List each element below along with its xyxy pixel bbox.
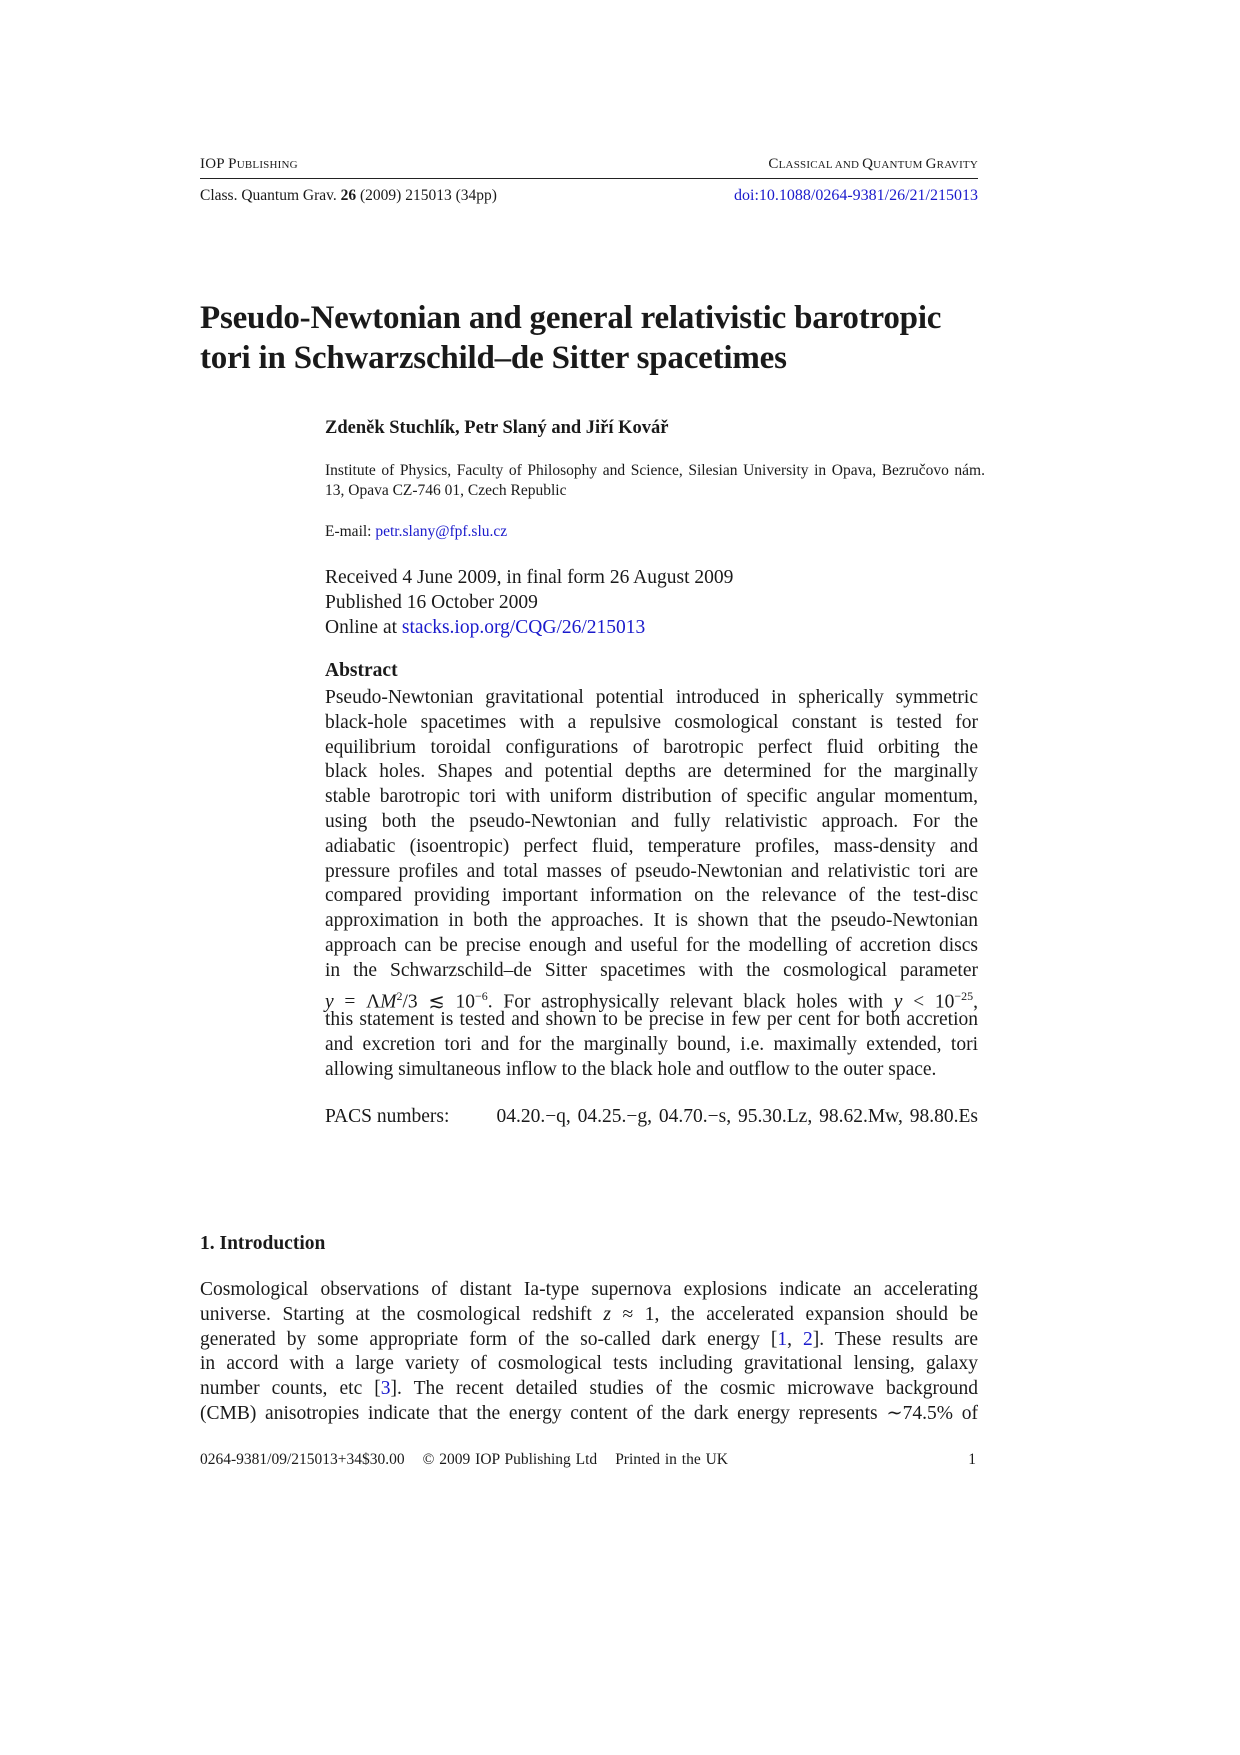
section-heading: 1. Introduction — [200, 1233, 326, 1254]
abstract-math-line: $y = \Lambda M^2/3$ ≲ $10^{-6}$. For astrophysically relevant black holes with $y < 10^{-25}$, — [325, 988, 979, 1013]
paper-title — [200, 298, 990, 378]
title-line-2: tori in Schwarzschild–de Sitter spacetimes — [200, 340, 787, 376]
abstract-line: pressure profiles and total masses of pseudo-Newtonian and relativistic tori are — [325, 860, 978, 882]
publisher-name: IOP PUBLISHING — [200, 156, 298, 172]
abstract-line: black holes. Shapes and potential depths are determined for the marginally — [325, 761, 978, 783]
published-date: Published 16 October 2009 — [325, 592, 538, 613]
reference-link-2[interactable]: 2 — [802, 1328, 813, 1350]
pacs-numbers — [325, 1106, 978, 1128]
abstract-line: stable barotropic tori with uniform distribution of specific angular momentum, — [325, 786, 978, 808]
intro-line: number counts, etc [3]. The recent detailed studies of the cosmic microwave background — [200, 1378, 979, 1400]
intro-line: generated by some appropriate form of the so-called dark energy [1, 2]. These results are — [200, 1328, 979, 1350]
journal-citation: Class. Quantum Grav. 26 (2009) 215013 (34pp) — [200, 187, 497, 204]
reference-link-1[interactable]: 1 — [777, 1328, 788, 1350]
introduction-body — [200, 1278, 978, 1427]
abstract-line: equilibrium toroidal configurations of barotropic perfect fluid orbiting the — [325, 736, 978, 758]
publication-dates — [325, 565, 733, 640]
abstract-line: adiabatic (isoentropic) perfect fluid, temperature profiles, mass-density and — [325, 835, 978, 857]
reference-link-3[interactable]: 3 — [380, 1378, 391, 1400]
abstract-line: this statement is tested and shown to be precise in few per cent for both accretion — [325, 1009, 978, 1031]
received-date: Received 4 June 2009, in final form 26 August 2009 — [325, 567, 734, 588]
abstract-line: in the Schwarzschild–de Sitter spacetimes with the cosmological parameter — [325, 959, 978, 981]
abstract-body — [325, 686, 978, 1083]
abstract-line: Pseudo-Newtonian gravitational potential introduced in spherically symmetric — [325, 687, 978, 708]
email-link[interactable]: petr.slany@fpf.slu.cz — [375, 523, 508, 540]
page-number: 1 — [968, 1451, 976, 1468]
online-line: Online at stacks.iop.org/CQG/26/215013 — [325, 617, 646, 638]
pacs-label: PACS numbers: — [325, 1106, 450, 1127]
abstract-line: allowing simultaneous inflow to the black hole and outflow to the outer space. — [325, 1058, 937, 1080]
abstract-line: compared providing important information on the relevance of the test-disc — [325, 885, 978, 907]
intro-line: Cosmological observations of distant Ia-type supernova explosions indicate an accelerating — [200, 1279, 978, 1300]
affiliation: Institute of Physics, Faculty of Philosophy and Science, Silesian University in Opava, Bezručovo nám. 13, Opava CZ-746 01, Czech Republic — [325, 462, 985, 499]
footer-code: 0264-9381/09/215013+34$30.00 — [200, 1451, 405, 1468]
footer-printed: Printed in the UK — [615, 1451, 728, 1468]
author-list: Zdeněk Stuchlík, Petr Slaný and Jiří Kovář — [325, 418, 669, 438]
abstract-line: approach can be precise enough and useful for the modelling of accretion discs — [325, 934, 978, 956]
abstract-line: black-hole spacetimes with a repulsive cosmological constant is tested for — [325, 711, 978, 733]
footer-info — [200, 1451, 746, 1469]
online-link[interactable]: stacks.iop.org/CQG/26/215013 — [401, 617, 646, 638]
footer-copyright: © 2009 IOP Publishing Ltd — [422, 1451, 598, 1468]
abstract-heading: Abstract — [325, 660, 398, 681]
journal-name: CLASSICAL AND QUANTUM GRAVITY — [768, 156, 978, 172]
email-line — [325, 523, 507, 541]
intro-line: (CMB) anisotropies indicate that the energy content of the dark energy represents ∼74.5% of — [200, 1402, 978, 1424]
abstract-line: and excretion tori and for the marginally bound, i.e. maximally extended, tori — [325, 1034, 978, 1056]
abstract-line: approximation in both the approaches. It is shown that the pseudo-Newtonian — [325, 910, 978, 932]
pacs-codes: 04.20.−q, 04.25.−g, 04.70.−s, 95.30.Lz, 98.62.Mw, 98.80.Es — [496, 1106, 978, 1127]
abstract-line: using both the pseudo-Newtonian and fully relativistic approach. For the — [325, 810, 978, 832]
intro-line: universe. Starting at the cosmological redshift z ≈ 1, the accelerated expansion should be — [200, 1303, 978, 1325]
title-line-1: Pseudo-Newtonian and general relativistic barotropic — [200, 300, 942, 336]
email-label: E-mail: — [325, 523, 372, 540]
doi-link[interactable]: doi:10.1088/0264-9381/26/21/215013 — [734, 187, 978, 204]
header-divider — [200, 178, 978, 179]
intro-line: in accord with a large variety of cosmological tests including gravitational lensing, galaxy — [200, 1353, 978, 1375]
